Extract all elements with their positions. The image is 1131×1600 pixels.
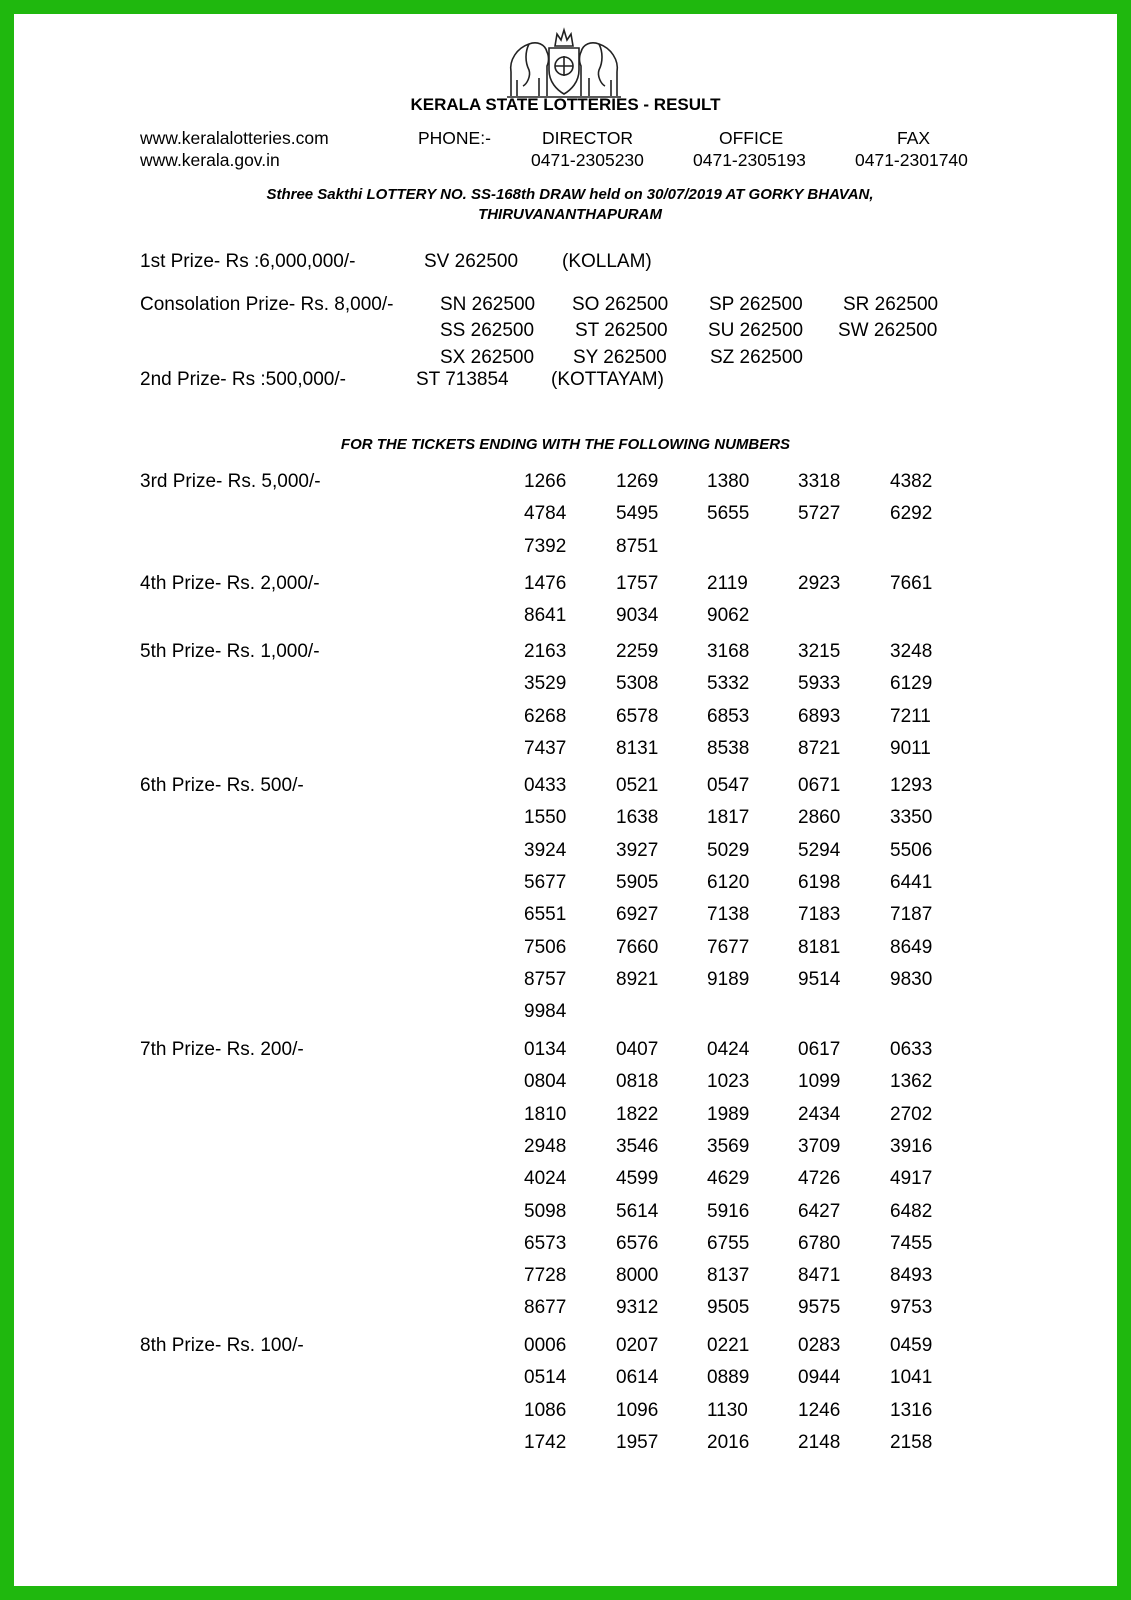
page-title: KERALA STATE LOTTERIES - RESULT [410, 95, 721, 114]
winning-number: 0424 [707, 1039, 750, 1060]
winning-number: 0433 [524, 775, 567, 796]
winning-number: 0134 [524, 1039, 567, 1060]
winning-number: 5308 [616, 673, 659, 695]
winning-number: 0944 [798, 1367, 841, 1389]
winning-number: 2163 [524, 641, 567, 662]
first-prize-label: 1st Prize- Rs :6,000,000/- [140, 251, 356, 272]
winning-number: 1742 [524, 1431, 567, 1453]
phone-label: PHONE:- [418, 128, 491, 148]
kerala-emblem-icon [503, 26, 625, 100]
winning-number: 1817 [707, 807, 750, 829]
winning-number: 4726 [798, 1168, 841, 1190]
winning-number: 1316 [890, 1399, 933, 1421]
winning-number: 4599 [616, 1168, 659, 1190]
winning-number: 2158 [890, 1431, 933, 1453]
prize-label: 3rd Prize- Rs. 5,000/- [140, 471, 321, 492]
winning-number: 8137 [707, 1265, 750, 1287]
fax-phone: 0471-2301740 [855, 150, 968, 170]
winning-number: 8000 [616, 1265, 659, 1287]
consolation-ticket: SU 262500 [708, 320, 804, 341]
second-prize-ticket: ST 713854 [416, 369, 509, 390]
winning-number: 0671 [798, 775, 841, 796]
prize-label: 4th Prize- Rs. 2,000/- [140, 573, 320, 594]
winning-number: 9062 [707, 605, 750, 627]
winning-number: 6427 [798, 1200, 841, 1222]
winning-number: 1757 [616, 573, 659, 594]
winning-number: 6780 [798, 1232, 841, 1254]
winning-number: 1638 [616, 807, 659, 829]
second-prize-place: (KOTTAYAM) [551, 369, 664, 390]
winning-number: 6927 [616, 904, 659, 926]
consolation-ticket: SX 262500 [440, 347, 535, 368]
winning-number: 1476 [524, 573, 567, 594]
consolation-ticket: SR 262500 [843, 294, 939, 315]
winning-number: 7187 [890, 904, 933, 926]
first-prize-ticket: SV 262500 [424, 251, 519, 272]
consolation-ticket: SN 262500 [440, 294, 536, 315]
winning-number: 8181 [798, 936, 841, 958]
winning-number: 1266 [524, 471, 567, 492]
prize-label: 7th Prize- Rs. 200/- [140, 1039, 304, 1060]
winning-number: 6576 [616, 1232, 659, 1254]
winning-number: 6551 [524, 904, 567, 926]
winning-number: 3529 [524, 673, 567, 695]
winning-number: 9575 [798, 1297, 841, 1319]
winning-number: 1099 [798, 1071, 841, 1093]
winning-number: 5495 [616, 503, 659, 525]
winning-number: 4382 [890, 471, 933, 492]
winning-number: 2434 [798, 1103, 841, 1125]
winning-number: 7506 [524, 936, 567, 958]
winning-number: 7677 [707, 936, 750, 958]
winning-number: 9505 [707, 1297, 750, 1319]
winning-number: 1023 [707, 1071, 750, 1093]
winning-number: 8641 [524, 605, 567, 627]
winning-number: 3350 [890, 807, 933, 829]
winning-number: 0633 [890, 1039, 933, 1060]
winning-number: 6573 [524, 1232, 567, 1254]
winning-number: 7183 [798, 904, 841, 926]
winning-number: 6268 [524, 705, 567, 727]
winning-number: 6853 [707, 705, 750, 727]
winning-number: 1362 [890, 1071, 933, 1093]
winning-number: 3318 [798, 471, 841, 492]
winning-number: 2702 [890, 1103, 933, 1125]
winning-number: 5677 [524, 871, 567, 893]
consolation-ticket: SY 262500 [573, 347, 667, 368]
winning-number: 9753 [890, 1297, 933, 1319]
winning-number: 2948 [524, 1135, 567, 1157]
winning-number: 7392 [524, 535, 567, 557]
consolation-prize-label: Consolation Prize- Rs. 8,000/- [140, 294, 394, 315]
winning-number: 8751 [616, 535, 659, 557]
winning-number: 2016 [707, 1431, 750, 1453]
draw-line-2: THIRUVANANTHAPURAM [478, 206, 662, 223]
winning-number: 8649 [890, 936, 933, 958]
winning-number: 9984 [524, 1001, 567, 1023]
winning-number: 0614 [616, 1367, 659, 1389]
prize-label: 6th Prize- Rs. 500/- [140, 775, 304, 796]
winning-number: 1550 [524, 807, 567, 829]
winning-number: 0459 [890, 1335, 933, 1356]
winning-number: 4917 [890, 1168, 933, 1190]
winning-number: 2119 [707, 573, 748, 594]
winning-number: 4024 [524, 1168, 567, 1190]
winning-number: 1293 [890, 775, 933, 796]
winning-number: 1086 [524, 1399, 567, 1421]
winning-number: 5727 [798, 503, 841, 525]
winning-number: 3916 [890, 1135, 933, 1157]
consolation-ticket: SW 262500 [838, 320, 938, 341]
winning-number: 8721 [798, 737, 841, 759]
winning-number: 1246 [798, 1399, 841, 1421]
second-prize-label: 2nd Prize- Rs :500,000/- [140, 369, 346, 390]
winning-number: 5506 [890, 839, 933, 861]
winning-number: 3248 [890, 641, 933, 662]
winning-number: 2860 [798, 807, 841, 829]
winning-number: 5332 [707, 673, 750, 695]
office-phone: 0471-2305193 [693, 150, 806, 170]
winning-number: 1041 [890, 1367, 933, 1389]
winning-number: 7661 [890, 573, 933, 594]
winning-number: 1957 [616, 1431, 659, 1453]
winning-number: 0006 [524, 1335, 567, 1356]
winning-number: 1810 [524, 1103, 567, 1125]
ending-numbers-heading: FOR THE TICKETS ENDING WITH THE FOLLOWING NUMBERS [340, 436, 791, 453]
winning-number: 5029 [707, 839, 750, 861]
winning-number: 3168 [707, 641, 750, 662]
winning-number: 3215 [798, 641, 841, 662]
winning-number: 0521 [616, 775, 659, 796]
website-link-2[interactable]: www.kerala.gov.in [140, 150, 280, 170]
winning-number: 8471 [798, 1265, 841, 1287]
winning-number: 3569 [707, 1135, 750, 1157]
consolation-ticket: SP 262500 [709, 294, 803, 315]
winning-number: 9011 [890, 737, 931, 759]
winning-number: 1269 [616, 471, 659, 492]
winning-number: 1989 [707, 1103, 750, 1125]
winning-number: 7211 [890, 705, 931, 727]
winning-number: 0283 [798, 1335, 841, 1356]
winning-number: 1096 [616, 1399, 659, 1421]
winning-number: 5933 [798, 673, 841, 695]
winning-number: 9034 [616, 605, 659, 627]
winning-number: 4629 [707, 1168, 750, 1190]
winning-number: 8677 [524, 1297, 567, 1319]
winning-number: 4784 [524, 503, 567, 525]
winning-number: 2259 [616, 641, 659, 662]
prize-label: 8th Prize- Rs. 100/- [140, 1335, 304, 1356]
consolation-ticket: ST 262500 [575, 320, 668, 341]
winning-number: 8757 [524, 968, 567, 990]
winning-number: 0818 [616, 1071, 659, 1093]
winning-number: 0889 [707, 1367, 750, 1389]
consolation-ticket: SZ 262500 [710, 347, 803, 368]
winning-number: 3709 [798, 1135, 841, 1157]
winning-number: 6893 [798, 705, 841, 727]
winning-number: 6120 [707, 871, 750, 893]
winning-number: 6441 [890, 871, 933, 893]
fax-label: FAX [897, 128, 931, 148]
winning-number: 8921 [616, 968, 659, 990]
winning-number: 0547 [707, 775, 750, 796]
winning-number: 2923 [798, 573, 841, 594]
winning-number: 3924 [524, 839, 567, 861]
winning-number: 7728 [524, 1265, 567, 1287]
winning-number: 6482 [890, 1200, 933, 1222]
winning-number: 6755 [707, 1232, 750, 1254]
winning-number: 0804 [524, 1071, 567, 1093]
consolation-ticket: SO 262500 [572, 294, 669, 315]
winning-number: 5294 [798, 839, 841, 861]
consolation-ticket: SS 262500 [440, 320, 535, 341]
first-prize-place: (KOLLAM) [562, 251, 652, 272]
winning-number: 8131 [616, 737, 659, 759]
winning-number: 9514 [798, 968, 841, 990]
draw-info [200, 185, 940, 225]
website-link-1[interactable]: www.keralalotteries.com [140, 128, 329, 148]
winning-number: 7455 [890, 1232, 933, 1254]
winning-number: 5655 [707, 503, 750, 525]
winning-number: 5916 [707, 1200, 750, 1222]
winning-number: 1822 [616, 1103, 659, 1125]
winning-number: 0617 [798, 1039, 841, 1060]
director-label: DIRECTOR [542, 128, 634, 148]
winning-number: 8493 [890, 1265, 933, 1287]
winning-number: 9830 [890, 968, 933, 990]
draw-line-1: Sthree Sakthi LOTTERY NO. SS-168th DRAW held on 30/07/2019 AT GORKY BHAVAN, [266, 186, 874, 203]
winning-number: 7437 [524, 737, 567, 759]
prize-label: 5th Prize- Rs. 1,000/- [140, 641, 320, 662]
winning-number: 6129 [890, 673, 933, 695]
winning-number: 9189 [707, 968, 750, 990]
winning-number: 6578 [616, 705, 659, 727]
winning-number: 0221 [707, 1335, 750, 1356]
winning-number: 6198 [798, 871, 841, 893]
winning-number: 5614 [616, 1200, 659, 1222]
winning-number: 2148 [798, 1431, 841, 1453]
winning-number: 1130 [707, 1399, 748, 1421]
winning-number: 9312 [616, 1297, 659, 1319]
winning-number: 0207 [616, 1335, 659, 1356]
winning-number: 0514 [524, 1367, 567, 1389]
office-label: OFFICE [719, 128, 784, 148]
winning-number: 1380 [707, 471, 750, 492]
winning-number: 3546 [616, 1135, 659, 1157]
winning-number: 5905 [616, 871, 659, 893]
winning-number: 0407 [616, 1039, 659, 1060]
winning-number: 6292 [890, 503, 933, 525]
winning-number: 5098 [524, 1200, 567, 1222]
winning-number: 3927 [616, 839, 659, 861]
winning-number: 7138 [707, 904, 750, 926]
director-phone: 0471-2305230 [531, 150, 644, 170]
winning-number: 7660 [616, 936, 659, 958]
winning-number: 8538 [707, 737, 750, 759]
